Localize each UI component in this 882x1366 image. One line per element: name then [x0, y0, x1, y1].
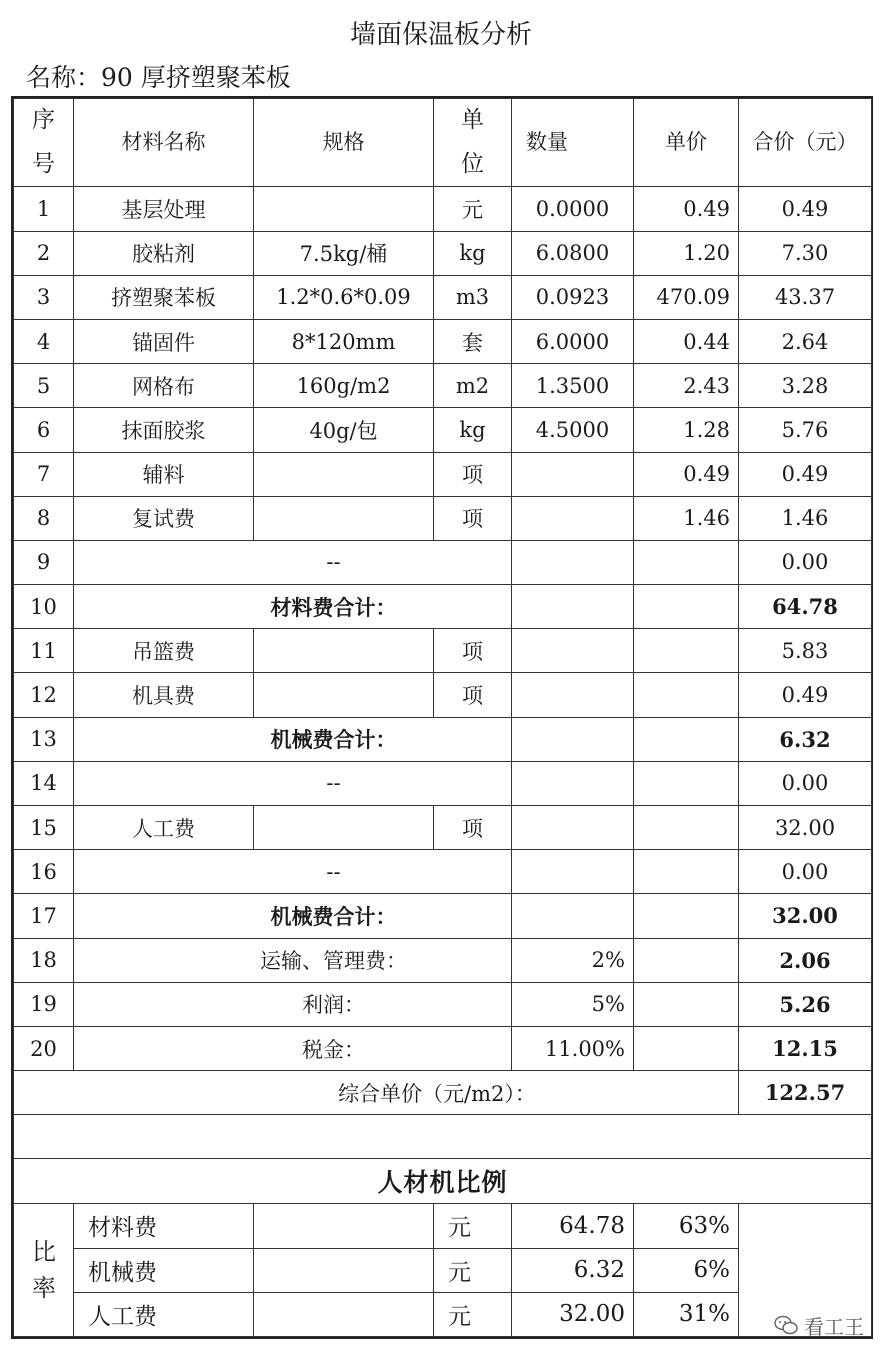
row-qty: 6.0000	[512, 319, 634, 363]
row-empty	[634, 894, 739, 938]
row-seq: 5	[14, 364, 74, 408]
row-qty	[512, 629, 634, 673]
row-name: 锚固件	[74, 319, 254, 363]
blank-cell	[14, 1115, 872, 1159]
row-spec	[254, 629, 434, 673]
row-name: 吊篮费	[74, 629, 254, 673]
table-row	[14, 806, 872, 850]
row-merged-label: 税金：	[74, 1026, 512, 1070]
row-unit: 元	[434, 187, 512, 231]
row-empty	[634, 982, 739, 1026]
row-seq: 13	[14, 717, 74, 761]
row-price: 0.49	[634, 187, 739, 231]
row-price: 1.46	[634, 496, 739, 540]
row-empty	[634, 585, 739, 629]
row-empty	[512, 894, 634, 938]
row-name: 网格布	[74, 364, 254, 408]
row-seq: 10	[14, 585, 74, 629]
row-total: 0.49	[739, 673, 872, 717]
table-row	[14, 496, 872, 540]
ratio-heading: 人材机比例	[14, 1159, 872, 1204]
ratio-name: 机械费	[74, 1248, 254, 1292]
header-unit: 单位	[434, 99, 512, 187]
ratio-amount: 32.00	[512, 1292, 634, 1336]
table-row	[14, 894, 872, 938]
row-unit: m2	[434, 364, 512, 408]
row-seq: 15	[14, 806, 74, 850]
row-name: 挤塑聚苯板	[74, 275, 254, 319]
row-price: 1.28	[634, 408, 739, 452]
row-name: 胶粘剂	[74, 231, 254, 275]
row-seq: 17	[14, 894, 74, 938]
row-seq: 2	[14, 231, 74, 275]
row-total: 7.30	[739, 231, 872, 275]
row-empty	[634, 761, 739, 805]
table-row	[14, 938, 872, 982]
row-name: 复试费	[74, 496, 254, 540]
row-unit: 套	[434, 319, 512, 363]
row-price	[634, 673, 739, 717]
row-total: 1.46	[739, 496, 872, 540]
row-seq: 18	[14, 938, 74, 982]
row-total: 32.00	[739, 806, 872, 850]
row-seq: 4	[14, 319, 74, 363]
row-price: 1.20	[634, 231, 739, 275]
ratio-unit: 元	[434, 1248, 512, 1292]
row-seq: 12	[14, 673, 74, 717]
table-row	[14, 717, 872, 761]
row-qty: 0.0923	[512, 275, 634, 319]
row-merged-label: 机械费合计：	[74, 894, 512, 938]
header-seq: 序号	[14, 99, 74, 187]
row-total: 5.76	[739, 408, 872, 452]
ratio-row	[14, 1204, 872, 1248]
row-merged-label: 利润：	[74, 982, 512, 1026]
table-row	[14, 982, 872, 1026]
row-qty: 1.3500	[512, 364, 634, 408]
ratio-amount: 64.78	[512, 1204, 634, 1248]
table-row	[14, 585, 872, 629]
ratio-empty	[254, 1292, 434, 1336]
row-empty	[512, 540, 634, 584]
table-row	[14, 540, 872, 584]
row-merged-label: --	[74, 761, 512, 805]
row-unit: m3	[434, 275, 512, 319]
row-price: 470.09	[634, 275, 739, 319]
row-seq: 6	[14, 408, 74, 452]
table-row	[14, 850, 872, 894]
table-row	[14, 408, 872, 452]
row-unit: 项	[434, 806, 512, 850]
row-qty	[512, 496, 634, 540]
row-seq: 9	[14, 540, 74, 584]
row-qty: 0.0000	[512, 187, 634, 231]
summary-label: 综合单价（元/m2）：	[14, 1071, 739, 1115]
row-price: 0.44	[634, 319, 739, 363]
ratio-unit: 元	[434, 1292, 512, 1336]
row-spec: 160g/m2	[254, 364, 434, 408]
row-qty	[512, 452, 634, 496]
row-rate: 2%	[512, 938, 634, 982]
row-seq: 1	[14, 187, 74, 231]
row-spec	[254, 673, 434, 717]
row-unit: kg	[434, 408, 512, 452]
table-row	[14, 364, 872, 408]
ratio-percent: 63%	[634, 1204, 739, 1248]
row-qty: 6.0800	[512, 231, 634, 275]
watermark-text: 看工王	[804, 1315, 864, 1339]
row-name: 基层处理	[74, 187, 254, 231]
row-total: 3.28	[739, 364, 872, 408]
row-total: 43.37	[739, 275, 872, 319]
row-name: 辅料	[74, 452, 254, 496]
row-total: 0.49	[739, 187, 872, 231]
row-spec	[254, 452, 434, 496]
row-unit: 项	[434, 496, 512, 540]
table-row	[14, 187, 872, 231]
row-total: 2.06	[739, 938, 872, 982]
row-spec: 40g/包	[254, 408, 434, 452]
row-price: 2.43	[634, 364, 739, 408]
table-row	[14, 275, 872, 319]
table-row	[14, 761, 872, 805]
row-merged-label: 机械费合计：	[74, 717, 512, 761]
row-empty	[634, 1026, 739, 1070]
row-price: 0.49	[634, 452, 739, 496]
ratio-percent: 6%	[634, 1248, 739, 1292]
ratio-name: 人工费	[74, 1292, 254, 1336]
table-row	[14, 231, 872, 275]
row-rate: 5%	[512, 982, 634, 1026]
ratio-empty	[254, 1248, 434, 1292]
header-spec: 规格	[254, 99, 434, 187]
row-seq: 20	[14, 1026, 74, 1070]
watermark	[774, 1311, 864, 1340]
summary-value: 122.57	[739, 1071, 872, 1115]
row-empty	[512, 850, 634, 894]
row-name: 抹面胶浆	[74, 408, 254, 452]
page-title: 墙面保温板分析	[349, 20, 532, 50]
row-seq: 14	[14, 761, 74, 805]
table-row	[14, 319, 872, 363]
row-empty	[634, 717, 739, 761]
table-row	[14, 673, 872, 717]
header-total: 合价（元）	[739, 99, 872, 187]
header-material: 材料名称	[74, 99, 254, 187]
row-seq: 11	[14, 629, 74, 673]
row-empty	[634, 540, 739, 584]
row-unit: kg	[434, 231, 512, 275]
row-empty	[512, 761, 634, 805]
row-unit: 项	[434, 673, 512, 717]
row-merged-label: --	[74, 540, 512, 584]
row-unit: 项	[434, 629, 512, 673]
ratio-name: 材料费	[74, 1204, 254, 1248]
item-name-line: 名称：90 厚挤塑聚苯板	[26, 63, 291, 92]
analysis-table	[13, 98, 872, 1337]
row-seq: 19	[14, 982, 74, 1026]
row-spec	[254, 806, 434, 850]
row-spec	[254, 496, 434, 540]
row-seq: 16	[14, 850, 74, 894]
row-seq: 3	[14, 275, 74, 319]
row-empty	[512, 717, 634, 761]
row-name: 机具费	[74, 673, 254, 717]
ratio-heading-row	[14, 1159, 872, 1204]
row-spec	[254, 187, 434, 231]
analysis-table-frame	[11, 96, 873, 1339]
row-total: 5.26	[739, 982, 872, 1026]
row-merged-label: --	[74, 850, 512, 894]
ratio-amount: 6.32	[512, 1248, 634, 1292]
row-empty	[634, 850, 739, 894]
row-total: 2.64	[739, 319, 872, 363]
row-merged-label: 材料费合计：	[74, 585, 512, 629]
row-total: 12.15	[739, 1026, 872, 1070]
row-spec: 7.5kg/桶	[254, 231, 434, 275]
row-empty	[512, 585, 634, 629]
table-row	[14, 1026, 872, 1070]
blank-row	[14, 1115, 872, 1159]
row-total: 0.00	[739, 540, 872, 584]
row-total: 0.00	[739, 850, 872, 894]
row-total: 6.32	[739, 717, 872, 761]
row-seq: 7	[14, 452, 74, 496]
row-total: 32.00	[739, 894, 872, 938]
ratio-side-label: 比率	[14, 1204, 74, 1337]
row-merged-label: 运输、管理费：	[74, 938, 512, 982]
row-name: 人工费	[74, 806, 254, 850]
row-empty	[634, 938, 739, 982]
row-total: 0.49	[739, 452, 872, 496]
table-row	[14, 629, 872, 673]
ratio-empty	[254, 1204, 434, 1248]
row-rate: 11.00%	[512, 1026, 634, 1070]
summary-row	[14, 1071, 872, 1115]
row-spec: 8*120mm	[254, 319, 434, 363]
row-qty: 4.5000	[512, 408, 634, 452]
row-price	[634, 629, 739, 673]
row-spec: 1.2*0.6*0.09	[254, 275, 434, 319]
header-price: 单价	[634, 99, 739, 187]
header-row	[14, 99, 872, 187]
chat-bubble-icon	[774, 1315, 798, 1337]
header-qty: 数量	[512, 99, 634, 187]
ratio-unit: 元	[434, 1204, 512, 1248]
table-row	[14, 452, 872, 496]
row-unit: 项	[434, 452, 512, 496]
row-total: 0.00	[739, 761, 872, 805]
row-total: 64.78	[739, 585, 872, 629]
ratio-percent: 31%	[634, 1292, 739, 1336]
row-total: 5.83	[739, 629, 872, 673]
row-qty	[512, 673, 634, 717]
row-qty	[512, 806, 634, 850]
row-seq: 8	[14, 496, 74, 540]
row-price	[634, 806, 739, 850]
